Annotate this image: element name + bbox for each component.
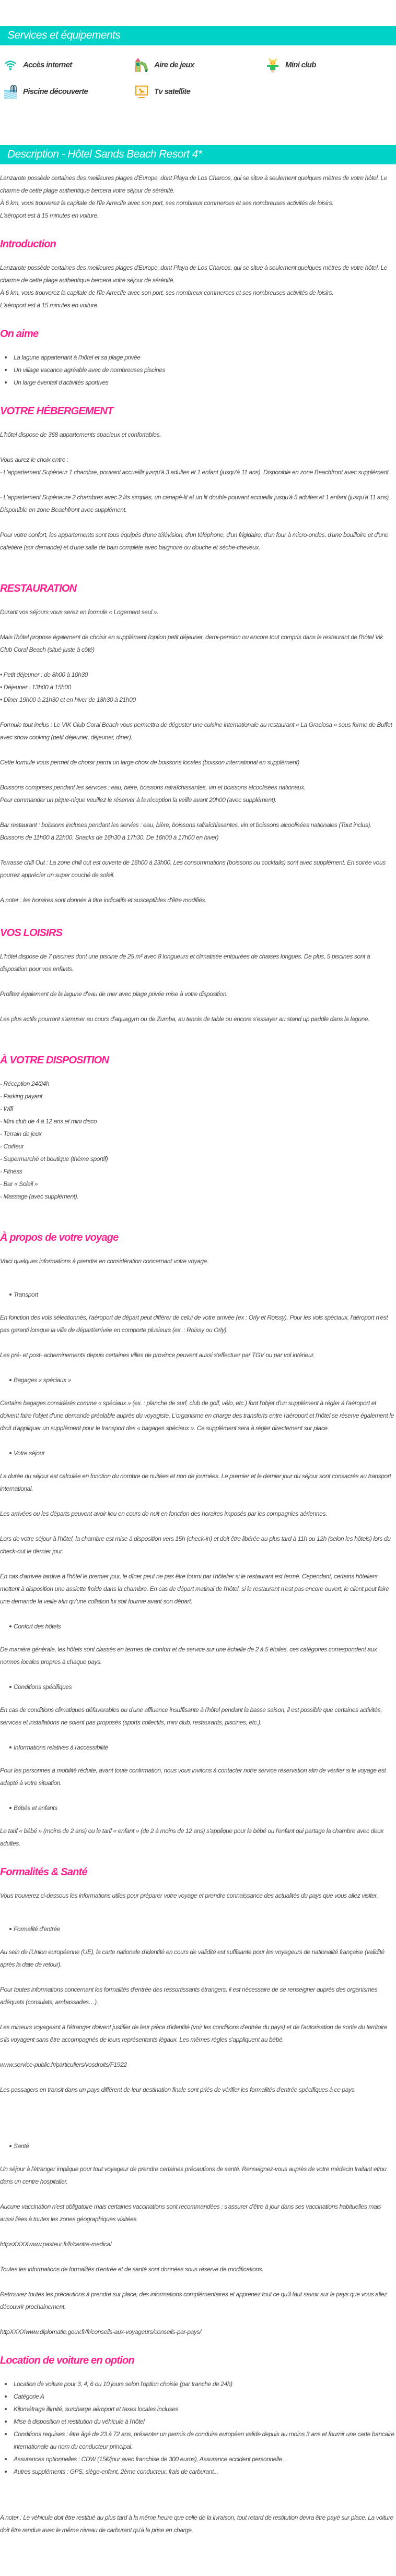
introduction-paragraph: Lanzarote possède certaines des meilleures plages d'Europe, dont Playa de Los Charcos, qui se situe à seulement quelques mètres de votre hôtel. Le charme de cette plage authentique bercera votre séjour de sérénité. [0, 264, 388, 284]
list-item: Assurances optionnelles : CDW (15€/jour avec franchise de 300 euros), Assurance accident personnelle… [14, 2453, 396, 2465]
voyage-paragraph: Les pré- et post- acheminements depuis certaines villes de province peuvent aussi s'effectuer par TGV ou par vol intérieur. [0, 1351, 315, 1359]
service-label: Mini club [285, 61, 316, 69]
description-paragraph: L'aéroport est à 15 minutes en voiture. [0, 212, 99, 219]
loisirs-lagoon: Profitez également de la lagune d'eau de mer avec plage privée mise à votre disposition. [0, 990, 228, 998]
location-note: A noter : Le véhicule doit être restitué au plus tard à la même heure que celle de la livraison, tout retard de restitution devra être payé sur place. La voiture doit être rendue avec le même niveau de carburant qu'à la prise en charge. [0, 2514, 393, 2534]
wifi-icon [4, 57, 17, 74]
hebergement-option-1: - L'appartement Supérieur 1 chambre, pouvant accueillir jusqu'à 3 adultes et 1 enfant (jusqu'à 11 ans). Disponible en zone Beachfront avec supplément. [0, 469, 390, 476]
satellite-tv-icon [135, 83, 148, 100]
location-heading: Location de voiture en option [0, 2355, 134, 2366]
on-aime-heading: On aime [0, 328, 39, 340]
service-label: Accès internet [23, 61, 72, 69]
service-label: Aire de jeux [154, 61, 194, 69]
restauration-hours [0, 668, 396, 706]
voyage-kids-label: Bébés et enfants [0, 1802, 396, 1814]
service-item-playground [131, 57, 262, 74]
services-banner: Services et équipements [0, 26, 396, 45]
pasteur-link[interactable]: httpsXXXXwww.pasteur.fr/fr/centre-medical [0, 2240, 112, 2248]
loisirs-pools: L'hôtel dispose de 7 piscines dont une piscine de 25 m² avec 8 longueurs et climatisée entourées de chaises longues. De plus, 5 piscines sont à disposition pour vos enfants. [0, 953, 370, 973]
hours-item: • Déjeuner : 13h00 à 15h00 [0, 684, 71, 691]
list-item: - Bar « Soleil » [0, 1180, 38, 1188]
formalites-paragraph: Pour toutes informations concernant les formalités d'entrée des ressortissants étrangers, il est nécessaire de se renseigner auprès des organismes adéquats (consulats, ambassades…). [0, 1986, 378, 2006]
restauration-terrace: Terrasse chill Out : La zone chill out est ouverte de 16h00 à 23h00. Les consommations (boissons ou cocktails) sont avec supplément. En soirée vous pourrez apprécier un super couché de soleil. [0, 859, 386, 879]
voyage-intro: Voici quelques informations à prendre en considération concernant votre voyage. [0, 1257, 208, 1265]
loisirs-heading: VOS LOISIRS [0, 927, 63, 939]
voyage-paragraph: En fonction des vols sélectionnés, l'aéroport de départ peut différer de celui de votre arrivée (ex : Orly et Roissy). Pour les vols spéciaux, l'aéroport n'est pas garanti lorsque la ville de départ/arrivée en comporte plusieurs (ex. : Roissy ou Orly). [0, 1314, 388, 1334]
restauration-heading: RESTAURATION [0, 583, 77, 594]
hebergement-intro: L'hôtel dispose de 368 appartements spacieux et confortables. [0, 431, 161, 438]
formalites-paragraph: Retrouvez toutes les précautions à prendre sur place, des informations complémentaires et apprenez tout ce qu'il faut savoir sur le pays que vous allez découvrir prochainement. [0, 2291, 387, 2310]
voyage-paragraph: Le tarif « bébé » (moins de 2 ans) ou le tarif « enfant » (de 2 à moins de 12 ans) s'applique pour le bébé ou l'enfant qui partage la chambre avec deux adultes. [0, 1827, 384, 1847]
voyage-conditions-label: Conditions spécifiques [0, 1681, 396, 1693]
voyage-paragraph: La durée du séjour est calculée en fonction du nombre de nuitées et non de journées. Le premier et le dernier jour du séjour sont consacrés au transport international. [0, 1472, 391, 1492]
voyage-confort-label: Confort des hôtels [0, 1620, 396, 1633]
voyage-paragraph: Lors de votre séjour à l'hôtel, la chambre est mise à disposition vers 15h (check-in) et doit être libérée au plus tard à 11h ou 12h (selon les hôtels) lors du check-out le dernier jour. [0, 1535, 391, 1555]
formalites-intro: Vous trouverez ci-dessous les informations utiles pour préparer votre voyage et prendre connaissance des actualités du pays que vous allez visiter. [0, 1892, 378, 1899]
introduction-heading: Introduction [0, 238, 56, 250]
restauration-all-inclusive: Formule tout inclus : Le VIK Club Coral Beach vous permettra de déguster une cuisine internationale au restaurant « La Graciosa » sous forme de Buffet avec show cooking (petit déjeuner, déjeuner, diner). [0, 721, 392, 741]
loisirs-activities: Les plus actifs pourront s'amuser au cours d'aquagym ou de Zumba, au tennis de table ou encore s'essayer au stand up paddle dans la lagune. [0, 1015, 370, 1023]
hebergement-comfort: Pour votre confort, les appartements sont tous équipés d'une télévision, d'un téléphone, d'un frigidaire, d'un four à micro-ondes, d'une bouilloire et d'une cafetière (sur demande) et d'une salle de bain complète avec baignoire ou douche et sèche-cheveux. [0, 531, 389, 551]
hebergement-heading: VOTRE HÉBERGEMENT [0, 405, 113, 417]
restauration-options: Mais l'hôtel propose également de choisir en supplément l'option petit déjeuner, demi-pension ou encore tout compris dans le restaurant de l'hôtel Vik Club Coral Beach (situé juste à côté) [0, 633, 383, 653]
list-item: - Coiffeur [0, 1143, 24, 1150]
description-banner: Description - Hôtel Sands Beach Resort 4* [0, 145, 396, 164]
playground-icon [135, 57, 148, 74]
list-item: La lagune appartenant à l'hôtel et sa plage privée [14, 351, 396, 364]
location-list [0, 2378, 396, 2478]
list-item: - Réception 24/24h [0, 1080, 50, 1087]
on-aime-list [0, 351, 396, 389]
service-label: Tv satellite [154, 87, 191, 96]
voyage-heading: À propos de votre voyage [0, 1232, 119, 1243]
restauration-note: A noter : les horaires sont donnés à titre indicatifs et susceptibles d'être modifiés. [0, 896, 206, 904]
list-item: Autres suppléments : GPS, siège-enfant, 2ème conducteur, frais de carburant... [14, 2465, 396, 2478]
description-paragraph: Lanzarote possède certaines des meilleures plages d'Europe, dont Playa de Los Charcos, qui se situe à seulement quelques mètres de votre hôtel. Le charme de cette plage authentique bercera votre séjour de sérénité. [0, 174, 388, 194]
service-public-link[interactable]: www.service-public.fr/particuliers/vosdroits/F1922 [0, 2061, 127, 2068]
list-item: Catégorie A [14, 2390, 396, 2403]
hours-item: • Dîner 19h00 à 21h30 et en hiver de 18h30 à 21h00 [0, 696, 136, 703]
hebergement-option-2: - L'appartement Supérieure 2 chambres avec 2 lits simples, un canapé-lit et un lit double pouvant accueillir jusqu'à 5 adultes et 1 enfant (jusqu'à 11 ans). Disponible en zone Beachfront avec supplément. [0, 494, 390, 513]
list-item: Un large éventail d'activités sportives [14, 376, 396, 389]
voyage-paragraph: En cas de conditions climatiques défavorables ou d'une affluence insuffisante à l'hôtel pendant la basse saison, il est possible que certaines activités, services et installations ne soient pas proposés (sports collectifs, mini club, restaurants, piscines, etc.). [0, 1706, 382, 1726]
formalites-entry-label: Formalité d'entrée [0, 1923, 396, 1935]
voyage-bagages-label: Bagages « spéciaux » [0, 1374, 396, 1386]
restauration-drinks-choice: Cette formule vous permet de choisir parmi un large choix de boissons locales (boisson international en supplément) [0, 759, 299, 766]
voyage-paragraph: En cas d'arrivée tardive à l'hôtel le premier jour, le dîner peut ne pas être fourni par l'hôtelier si le restaurant est fermé. Cependant, certains hôteliers mettent à disposition une assiette froide dans la chambre. En cas de départ matinal de l'hôtel, si le restaurant n'est pas encore ouvert, le client peut faire une demande la veille afin qu'une collation lui soit fournie avant son départ. [0, 1573, 389, 1605]
formalites-paragraph: Au sein de l'Union européenne (UE), la carte nationale d'identité en cours de validité est suffisante pour les voyageurs de nationalité française (validité après la date de retour). [0, 1948, 385, 1968]
voyage-transport-label: Transport [0, 1288, 396, 1301]
formalites-paragraph: Un séjour à l'étranger implique pour tout voyageur de prendre certaines précautions de santé. Renseignez-vous auprès de votre médecin traitant et/ou dans un centre hospitalier. [0, 2165, 387, 2185]
restauration-formula: Durant vos séjours vous serez en formule « Logement seul ». [0, 608, 159, 616]
service-item-tv [131, 83, 262, 100]
diplomatie-link[interactable]: httpXXXXwww.diplomatie.gouv.fr/fr/conseils-aux-voyageurs/conseils-par-pays/ [0, 2328, 202, 2335]
service-item-pool [0, 83, 131, 100]
service-label: Piscine découverte [23, 87, 88, 96]
formalites-paragraph: Aucune vaccination n'est obligatoire mais certaines vaccinations sont recommandées ; s'assurer d'être à jour dans ses vaccinations habituelles mais aussi liées à toutes les zones géographiques visitées. [0, 2203, 381, 2223]
list-item: Mise à disposition et restitution du véhicule à l'hôtel [14, 2415, 396, 2428]
voyage-sejour-label: Votre séjour [0, 1447, 396, 1459]
service-item-mini-club [262, 57, 396, 74]
formalites-paragraph: Toutes les informations de formalités d'entrée et de santé sont données sous réserve de modifications. [0, 2266, 264, 2273]
voyage-paragraph: Pour les personnes à mobilité réduite, avant toute confirmation, nous vous invitons à contacter notre service réservation afin de vérifier si le voyage est adapté à votre situation. [0, 1767, 386, 1787]
mini-club-icon [266, 57, 279, 74]
list-item: - Supermarché et boutique (thème sportif) [0, 1155, 108, 1163]
list-item: Location de voiture pour 3, 4, 6 ou 10 jours selon l'option choisie (par tranche de 24h) [14, 2378, 396, 2390]
formalites-heading: Formalités & Santé [0, 1866, 87, 1878]
voyage-accessibility-label: Informations relatives à l'accessibilité [0, 1741, 396, 1754]
list-item: - Terrain de jeux [0, 1130, 42, 1137]
disposition-list [0, 1077, 396, 1203]
list-item: - Parking payant [0, 1093, 42, 1100]
voyage-paragraph: Les arrivées ou les départs peuvent avoir lieu en cours de nuit en fonction des horaires imposés par les compagnies aériennes. [0, 1510, 327, 1517]
introduction-paragraph: L'aéroport est à 15 minutes en voiture. [0, 302, 99, 309]
list-item: - Wifi [0, 1105, 13, 1112]
list-item: - Fitness [0, 1168, 22, 1175]
list-item: Un village vacance agréable avec de nombreuses piscines [14, 364, 396, 376]
voyage-paragraph: De manière générale, les hôtels sont classés en termes de confort et de service sur une échelle de 2 à 5 étoiles, ces catégories correspondent aux normes locales propres à chaque pays. [0, 1646, 377, 1666]
service-item-internet [0, 57, 131, 74]
voyage-paragraph: Certains bagages considérés comme « spéciaux » (ex. : planche de surf, club de golf, vélo, etc.) font l'objet d'un supplément à régler à l'aéroport et doivent faire l'objet d'une demande préalable auprès du voyagiste. L'organisme en charge des transferts entre l'aéroport et l'hôtel se réserve également le droit d'appliquer un supplément pour le transport des « bagages spéciaux ». Ce supplément sera à régler directement sur place. [0, 1399, 394, 1432]
list-item: - Mini club de 4 à 12 ans et mini disco [0, 1118, 97, 1125]
hours-item: • Petit déjeuner : de 8h00 à 10h30 [0, 671, 88, 678]
description-section [0, 145, 396, 2536]
list-item: Conditions requises : être âgé de 23 à 72 ans, présenter un permis de conduire européen valide depuis au moins 3 ans et fournir une carte bancaire internationale au nom du conducteur principal. [14, 2428, 396, 2453]
restauration-bar: Bar restaurant : boissons incluses pendant les servies : eau, bière, boissons rafraîchissantes, vin et boissons alcoolisées nationales (Tout inclus). Boissons de 11h00 à 22h00. Snacks de 16h30 à 17h30. De 16h00 à 17h00 en hiver) [0, 821, 372, 841]
services-section [0, 26, 396, 145]
swimming-pool-icon [4, 83, 17, 100]
list-item: - Massage (avec supplément). [0, 1193, 79, 1200]
list-item: Kilométrage illimité, surcharge aéroport et taxes locales incluses [14, 2403, 396, 2415]
description-paragraph: À 6 km, vous trouverez la capitale de l'île Arrecife avec son port, ses nombreux commerces et ses nombreuses activités de loisirs. [0, 199, 334, 207]
hebergement-choice-label: Vous aurez le choix entre : [0, 456, 68, 463]
formalites-paragraph: Les passagers en transit dans un pays différent de leur destination finale sont priés de vérifier les formalités d'entrée spécifiques à ce pays. [0, 2086, 356, 2093]
introduction-paragraph: À 6 km, vous trouverez la capitale de l'île Arrecife avec son port, ses nombreux commerces et ses nombreuses activités de loisirs. [0, 289, 334, 296]
formalites-health-label: Santé [0, 2140, 396, 2152]
services-grid [0, 57, 396, 100]
restauration-picnic: Pour commander un pique-nique veuillez le réserver à la réception la veille avant 20h00 (avec supplément). [0, 796, 277, 804]
disposition-heading: À VOTRE DISPOSITION [0, 1055, 109, 1066]
restauration-drinks-included: Boissons comprises pendant les services : eau, bière, boissons rafraîchissantes, vin et boissons alcoolisées nationaux. [0, 784, 306, 791]
formalites-paragraph: Les mineurs voyageant à l'étranger doivent justifier de leur pièce d'identité (voir les conditions d'entrée du pays) et de l'autorisation de sortie du territoire s'ils voyagent sans être accompagnés de leurs représentants légaux. Les mêmes règles s'appliquent au bébé. [0, 2023, 388, 2043]
